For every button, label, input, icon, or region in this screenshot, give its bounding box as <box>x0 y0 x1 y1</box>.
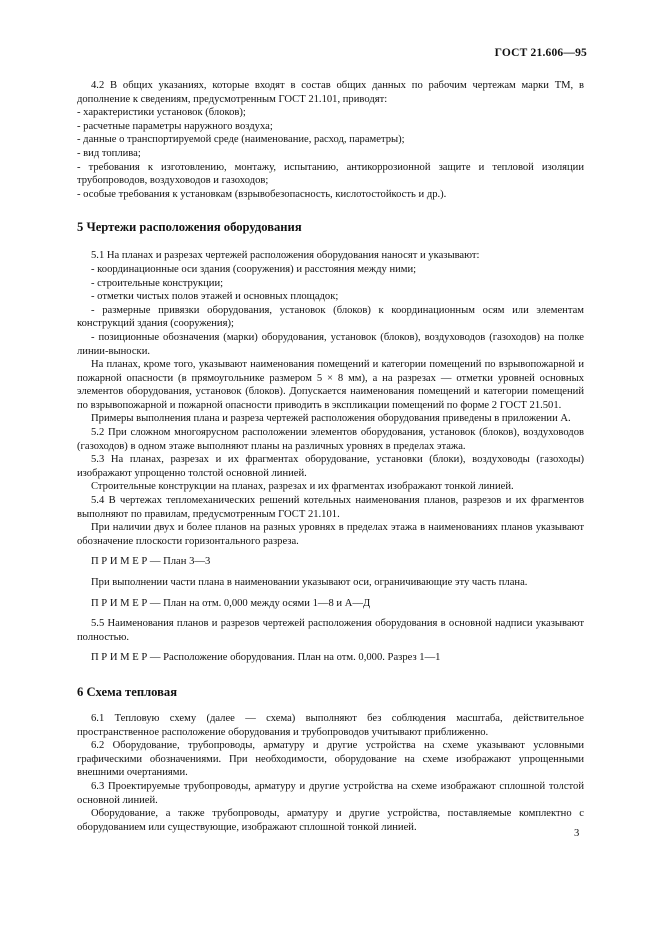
standard-code-header: ГОСТ 21.606—95 <box>494 47 587 59</box>
paragraph-5-4: 5.4 В чертежах тепломеханических решений котельных наименования планов, разрезов и их фрагментов выполняют по правилам, предусмотренным ГОСТ 21.101. <box>77 495 584 520</box>
page-content <box>77 79 584 834</box>
paragraph: При наличии двух и более планов на разных уровнях в пределах этажа в наименованиях планов указывают обозначение плоскости горизонтального разреза. <box>77 522 584 547</box>
list-item: - координационные оси здания (сооружения) и расстояния между ними; <box>91 263 417 275</box>
list-item: - характеристики установок (блоков); <box>77 107 246 119</box>
list-item: - строительные конструкции; <box>91 277 224 289</box>
list-item: - особые требования к установкам (взрывобезопасность, кислотостойкость и др.). <box>77 188 447 200</box>
paragraph-6-1: 6.1 Тепловую схему (далее — схема) выполняют без соблюдения масштаба, действительное пространственное расположение оборудования и трубопроводов учитывают приближенно. <box>77 712 584 738</box>
paragraph-5-5: 5.5 Наименования планов и разрезов чертежей расположения оборудования в основной надписи указывают полностью. <box>77 618 584 643</box>
paragraph: Строительные конструкции на планах, разрезах и их фрагментах изображают тонкой линией. <box>91 481 514 493</box>
paragraph-5-1: 5.1 На планах и разрезах чертежей расположения оборудования наносят и указывают: <box>91 250 480 262</box>
paragraph: Примеры выполнения плана и разреза чертежей расположения оборудования приведены в приложении А. <box>91 413 571 425</box>
paragraph-5-2: 5.2 При сложном многоярусном расположении элементов оборудования, установок (блоков), воздуховодов (газоходов) в одном этаже выполняют планы на различных уровнях в пределах этажа. <box>77 427 584 452</box>
paragraph-6-2: 6.2 Оборудование, трубопроводы, арматуру и другие устройства на схеме указывают условными графическими обозначениями. При необходимости, оборудование на схеме изображают упрощенными внешними очертаниями. <box>77 740 584 779</box>
paragraph-4-2: 4.2 В общих указаниях, которые входят в состав общих данных по рабочим чертежам марки ТМ, в дополнение к сведениям, предусмотренным ГОСТ 21.101, приводят: <box>77 80 584 105</box>
list-item: - размерные привязки оборудования, установок (блоков) к координационным осям или элементам конструкций здания (сооружения); <box>77 304 584 330</box>
paragraph: На планах, кроме того, указывают наименования помещений и категории помещений по взрывопожарной и пожарной опасности (в прямоугольнике размером 5 × 8 мм), а на разрезах — отметки уровней основных элементов оборудования, установок (блоков). Допускается наименования помещений и категории помещений по взрывопожарной и пожарной опасности приводить в экспликации помещений по форме 2 ГОСТ 21.501. <box>77 359 584 411</box>
list-item: - данные о транспортируемой среде (наименование, расход, параметры); <box>77 134 405 146</box>
paragraph: Оборудование, а также трубопроводы, арматуру и другие устройства, поставляемые комплектно с оборудованием или существующие, изображают сплошной тонкой линией. <box>77 808 584 833</box>
paragraph-6-3: 6.3 Проектируемые трубопроводы, арматуру и другие устройства на схеме изображают сплошной толстой основной линией. <box>77 780 584 806</box>
list-item: - требования к изготовлению, монтажу, испытанию, антикоррозионной защите и тепловой изоляции трубопроводов, воздуховодов и газоходов; <box>77 161 584 187</box>
example-line: П Р И М Е Р — План на отм. 0,000 между осями 1—8 и А—Д <box>91 597 371 609</box>
list-item: - отметки чистых полов этажей и основных площадок; <box>91 291 339 303</box>
example-line: П Р И М Е Р — Расположение оборудования. План на отм. 0,000. Разрез 1—1 <box>91 652 441 664</box>
section-5-heading: 5 Чертежи расположения оборудования <box>77 220 302 235</box>
paragraph: При выполнении части плана в наименовании указывают оси, ограничивающие эту часть плана. <box>91 577 528 588</box>
list-item: - позиционные обозначения (марки) оборудования, установок (блоков), воздуховодов (газоходов) на полке линии-выноски. <box>77 331 584 357</box>
section-6-heading: 6 Схема тепловая <box>77 684 178 699</box>
paragraph-5-3: 5.3 На планах, разрезах и их фрагментах оборудование, установки (блоки), воздуховоды (газоходы) изображают упрощенно толстой основной линией. <box>77 454 584 479</box>
list-item: - вид топлива; <box>77 147 141 159</box>
list-item: - расчетные параметры наружного воздуха; <box>77 120 273 132</box>
example-line: П Р И М Е Р — План 3—3 <box>91 556 211 568</box>
page-number: 3 <box>574 828 580 839</box>
